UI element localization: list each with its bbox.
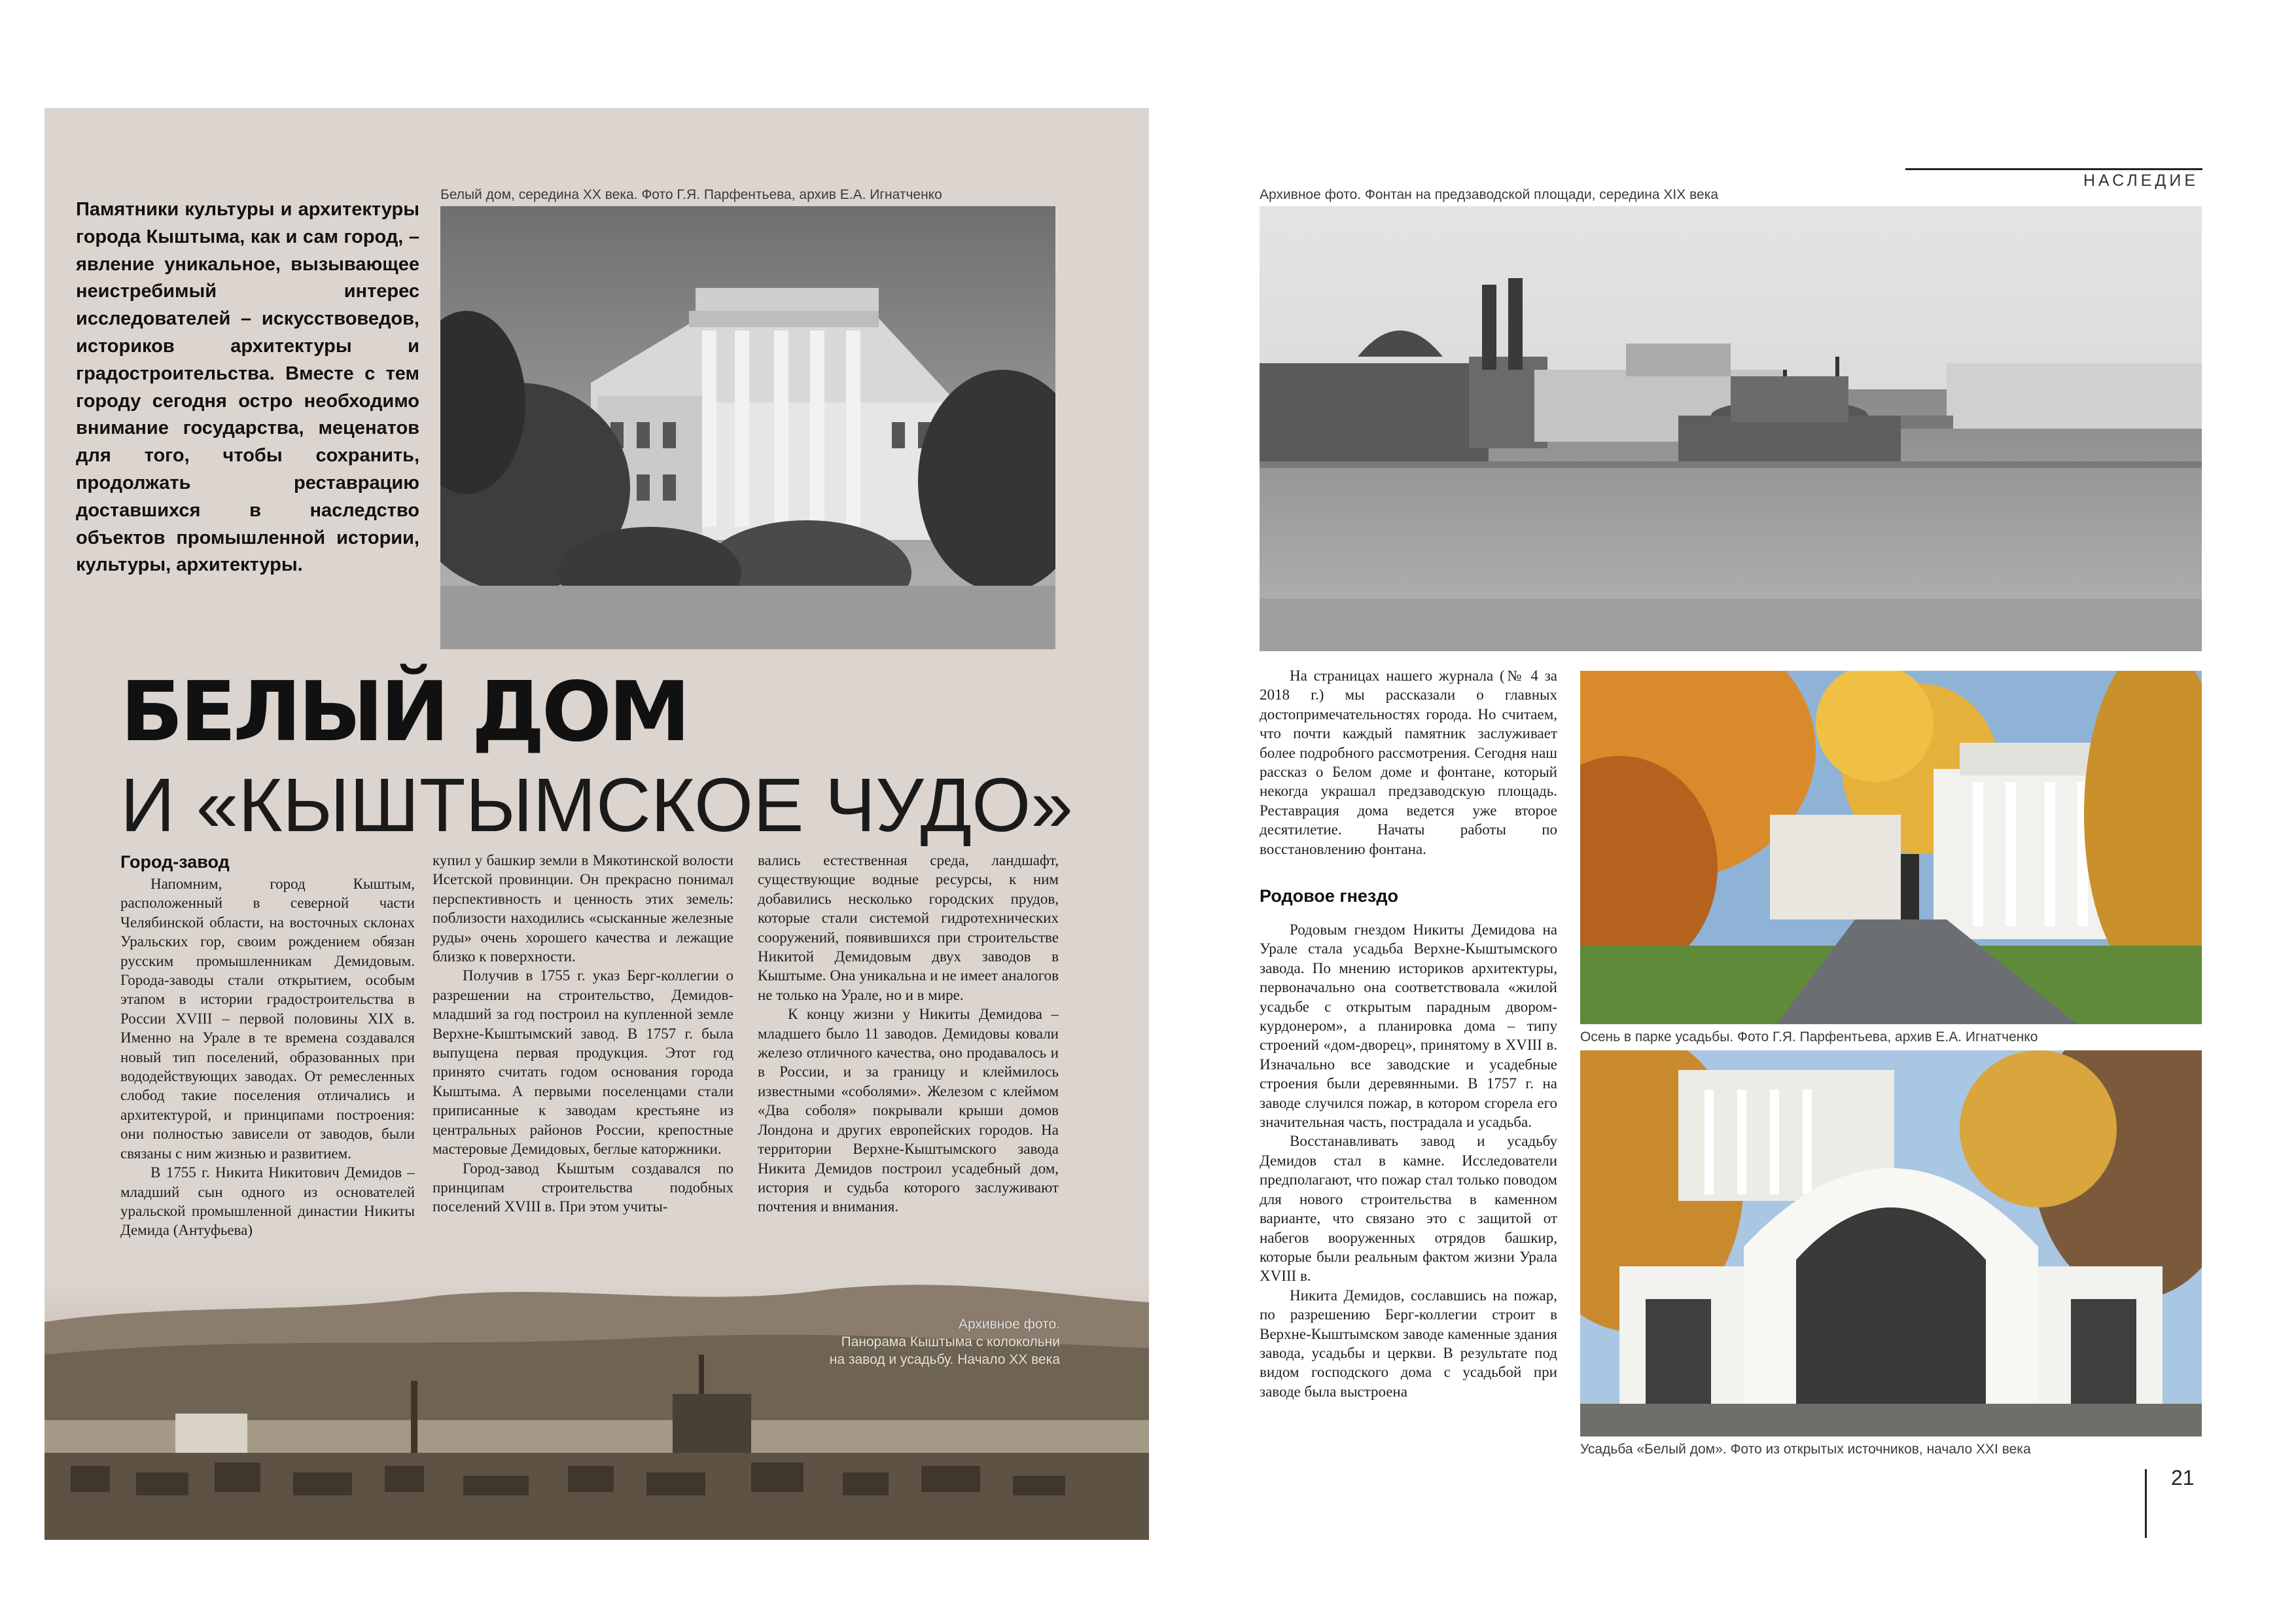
- paragraph: На страницах нашего журнала (№ 4 за 2018 г.) мы рассказали о главных достопримечательностях города. Но считаем, что почти каждый памятник заслуживает более подробного рассмотрения. Сегодня наш рассказ о Белом доме и фонтане, который некогда украшал предзаводскую площадь. Реставрация дома ведется уже второе десятилетие. Начаты работы по восстановлению фонтана.: [1260, 668, 1557, 857]
- photo-white-house-gate: [1580, 1050, 2202, 1436]
- paragraph: К концу жизни у Никиты Демидова – младшего было 11 заводов. Демидовы ковали железо отличного качества, оно продавалось и в России, и за границу и клеймилось известными «соболями». Железом с клеймом «Два соболя» покрывали крыши домов Лондона и других европейских городов. На территории Верхне-Кыштымского завода Никита Демидов построил усадебный дом, история и судьба которого заслуживают почтения и внимания.: [758, 1006, 1059, 1215]
- header-rule: [1905, 168, 2202, 170]
- text-column-1: [120, 874, 415, 1267]
- text-column-right: [1260, 920, 1557, 1437]
- article-title-line2: И «КЫШТЫМСКОЕ ЧУДО»: [120, 762, 1073, 847]
- photo-white-house-caption: Белый дом, середина XX века. Фото Г.Я. Парфентьева, архив Е.А. Игнатченко: [440, 187, 942, 202]
- paragraph: Никита Демидов, сославшись на пожар, по разрешению Берг-коллегии строит в Верхне-Кыштымском заводе каменные здания завода, усадьбы и церкви. В результате под видом господского дома с усадьбой при заводе была выстроена: [1260, 1287, 1557, 1400]
- panorama-caption: [654, 1315, 1060, 1374]
- paragraph: В 1755 г. Никита Никитович Демидов – младший сын одного из основателей уральской промышленной династии Никиты Демида (Антуфьева): [120, 1164, 415, 1239]
- lead-paragraph: Памятники культуры и архитектуры города Кыштыма, как и сам город, – явление уникальное, вызывающее неистребимый интерес исследователей – искусствоведов, историков архитектуры и градостроительства. Вместе с тем городу сегодня остро необходимо внимание государства, меценатов для того, чтобы сохранить, продолжать реставрацию доставшихся в наследство объектов промышленной истории, культуры, архитектуры.: [76, 199, 419, 576]
- caption-line: Архивное фото.: [958, 1317, 1060, 1332]
- section-heading-rodovoe-gnezdo: Родовое гнездо: [1260, 886, 1398, 906]
- paragraph: вались естественная среда, ландшафт, существующие водные ресурсы, к ним добавились несколько городских прудов, которые стали системой гидротехнических сооружений, появившихся при строительстве Никитой Демидовым двух заводов в Кыштыме. Она уникальна и не имеет аналогов не только на Урале, но и в мире.: [758, 852, 1059, 1003]
- photo-autumn-caption: Осень в парке усадьбы. Фото Г.Я. Парфентьева, архив Е.А. Игнатченко: [1580, 1029, 2038, 1044]
- caption-line: на завод и усадьбу. Начало XX века: [829, 1352, 1060, 1367]
- section-heading-gorod-zavod: Город-завод: [120, 852, 230, 872]
- page-number-rule: [2145, 1469, 2147, 1538]
- paragraph: Получив в 1755 г. указ Берг-коллегии о разрешении на строительство, Демидов-младший за год построил на купленной земле Верхне-Кыштымский завод. В 1757 г. была выпущена первая продукция. Этот год принято считать годом основания города Кыштыма. А первыми поселенцами стали приписанные к заводам крестьяне из центральных районов России, крепостные мастеровые Демидовых, беглые каторжники.: [433, 967, 733, 1158]
- caption-line: Панорама Кыштыма с колокольни: [841, 1334, 1060, 1349]
- paragraph: Восстанавливать завод и усадьбу Демидов стал в камне. Исследователи предполагают, что пожар стал только поводом для нового строительства в каменном варианте, что связано это с защитой от набегов вооруженных отрядов башкир, которые были реальным фактом жизни Урала XVIII в.: [1260, 1133, 1557, 1285]
- paragraph: Родовым гнездом Никиты Демидова на Урале стала усадьба Верхне-Кыштымского завода. По мнению историков архитектуры, первоначально она соответствовала «жилой усадьбе с открытым парадным двором-курдонером», а планировка дома – типу строений «дом-дворец», принятому в XVIII в. Изначально все заводские и усадебные строения были деревянными. В 1757 г. на заводе случился пожар, в котором сгорела его значительная часть, пострадала и усадьба.: [1260, 921, 1557, 1131]
- paragraph: Город-завод Кыштым создавался по принципам строительства подобных поселений XVIII в. При этом учиты-: [433, 1160, 733, 1215]
- photo-fountain-caption: Архивное фото. Фонтан на предзаводской площади, середина XIX века: [1260, 187, 1719, 202]
- photo-white-house-bw: [440, 206, 1055, 649]
- page-number: 21: [2171, 1466, 2195, 1489]
- paragraph: купил у башкир земли в Мякотинской волости Исетской провинции. Он прекрасно понимал перспективность и ценность этих земель: поблизости находились «сысканные железные руды» очень хорошего качества и лежащие близко к поверхности.: [433, 852, 733, 965]
- text-column-3: [758, 851, 1059, 1267]
- photo-autumn-park: [1580, 671, 2202, 1024]
- text-column-2: [433, 851, 733, 1267]
- photo-fountain-archive: [1260, 206, 2202, 651]
- section-label: НАСЛЕДИЕ: [2083, 171, 2199, 190]
- photo-gate-caption: Усадьба «Белый дом». Фото из открытых источников, начало XXI века: [1580, 1442, 2031, 1457]
- paragraph: Напомним, город Кыштым, расположенный в северной части Челябинской области, на восточных склонах Уральских гор, своим рождением обязан русским промышленникам Демидовым. Города-заводы стали открытием, особым этапом в истории градостроительства в России XVIII – первой половины XIX в. Именно на Урале в те времена создавался новый тип поселений, образованных при вододействующих заводах. От ремесленных слобод такие поселения отличались и архитектурой, и принципами построения: они полностью зависели от заводов, были связаны с ним жизнью и развитием.: [120, 876, 415, 1162]
- article-title-line1: БЕЛЫЙ ДОМ: [120, 664, 688, 760]
- intro-paragraph: [1260, 666, 1557, 863]
